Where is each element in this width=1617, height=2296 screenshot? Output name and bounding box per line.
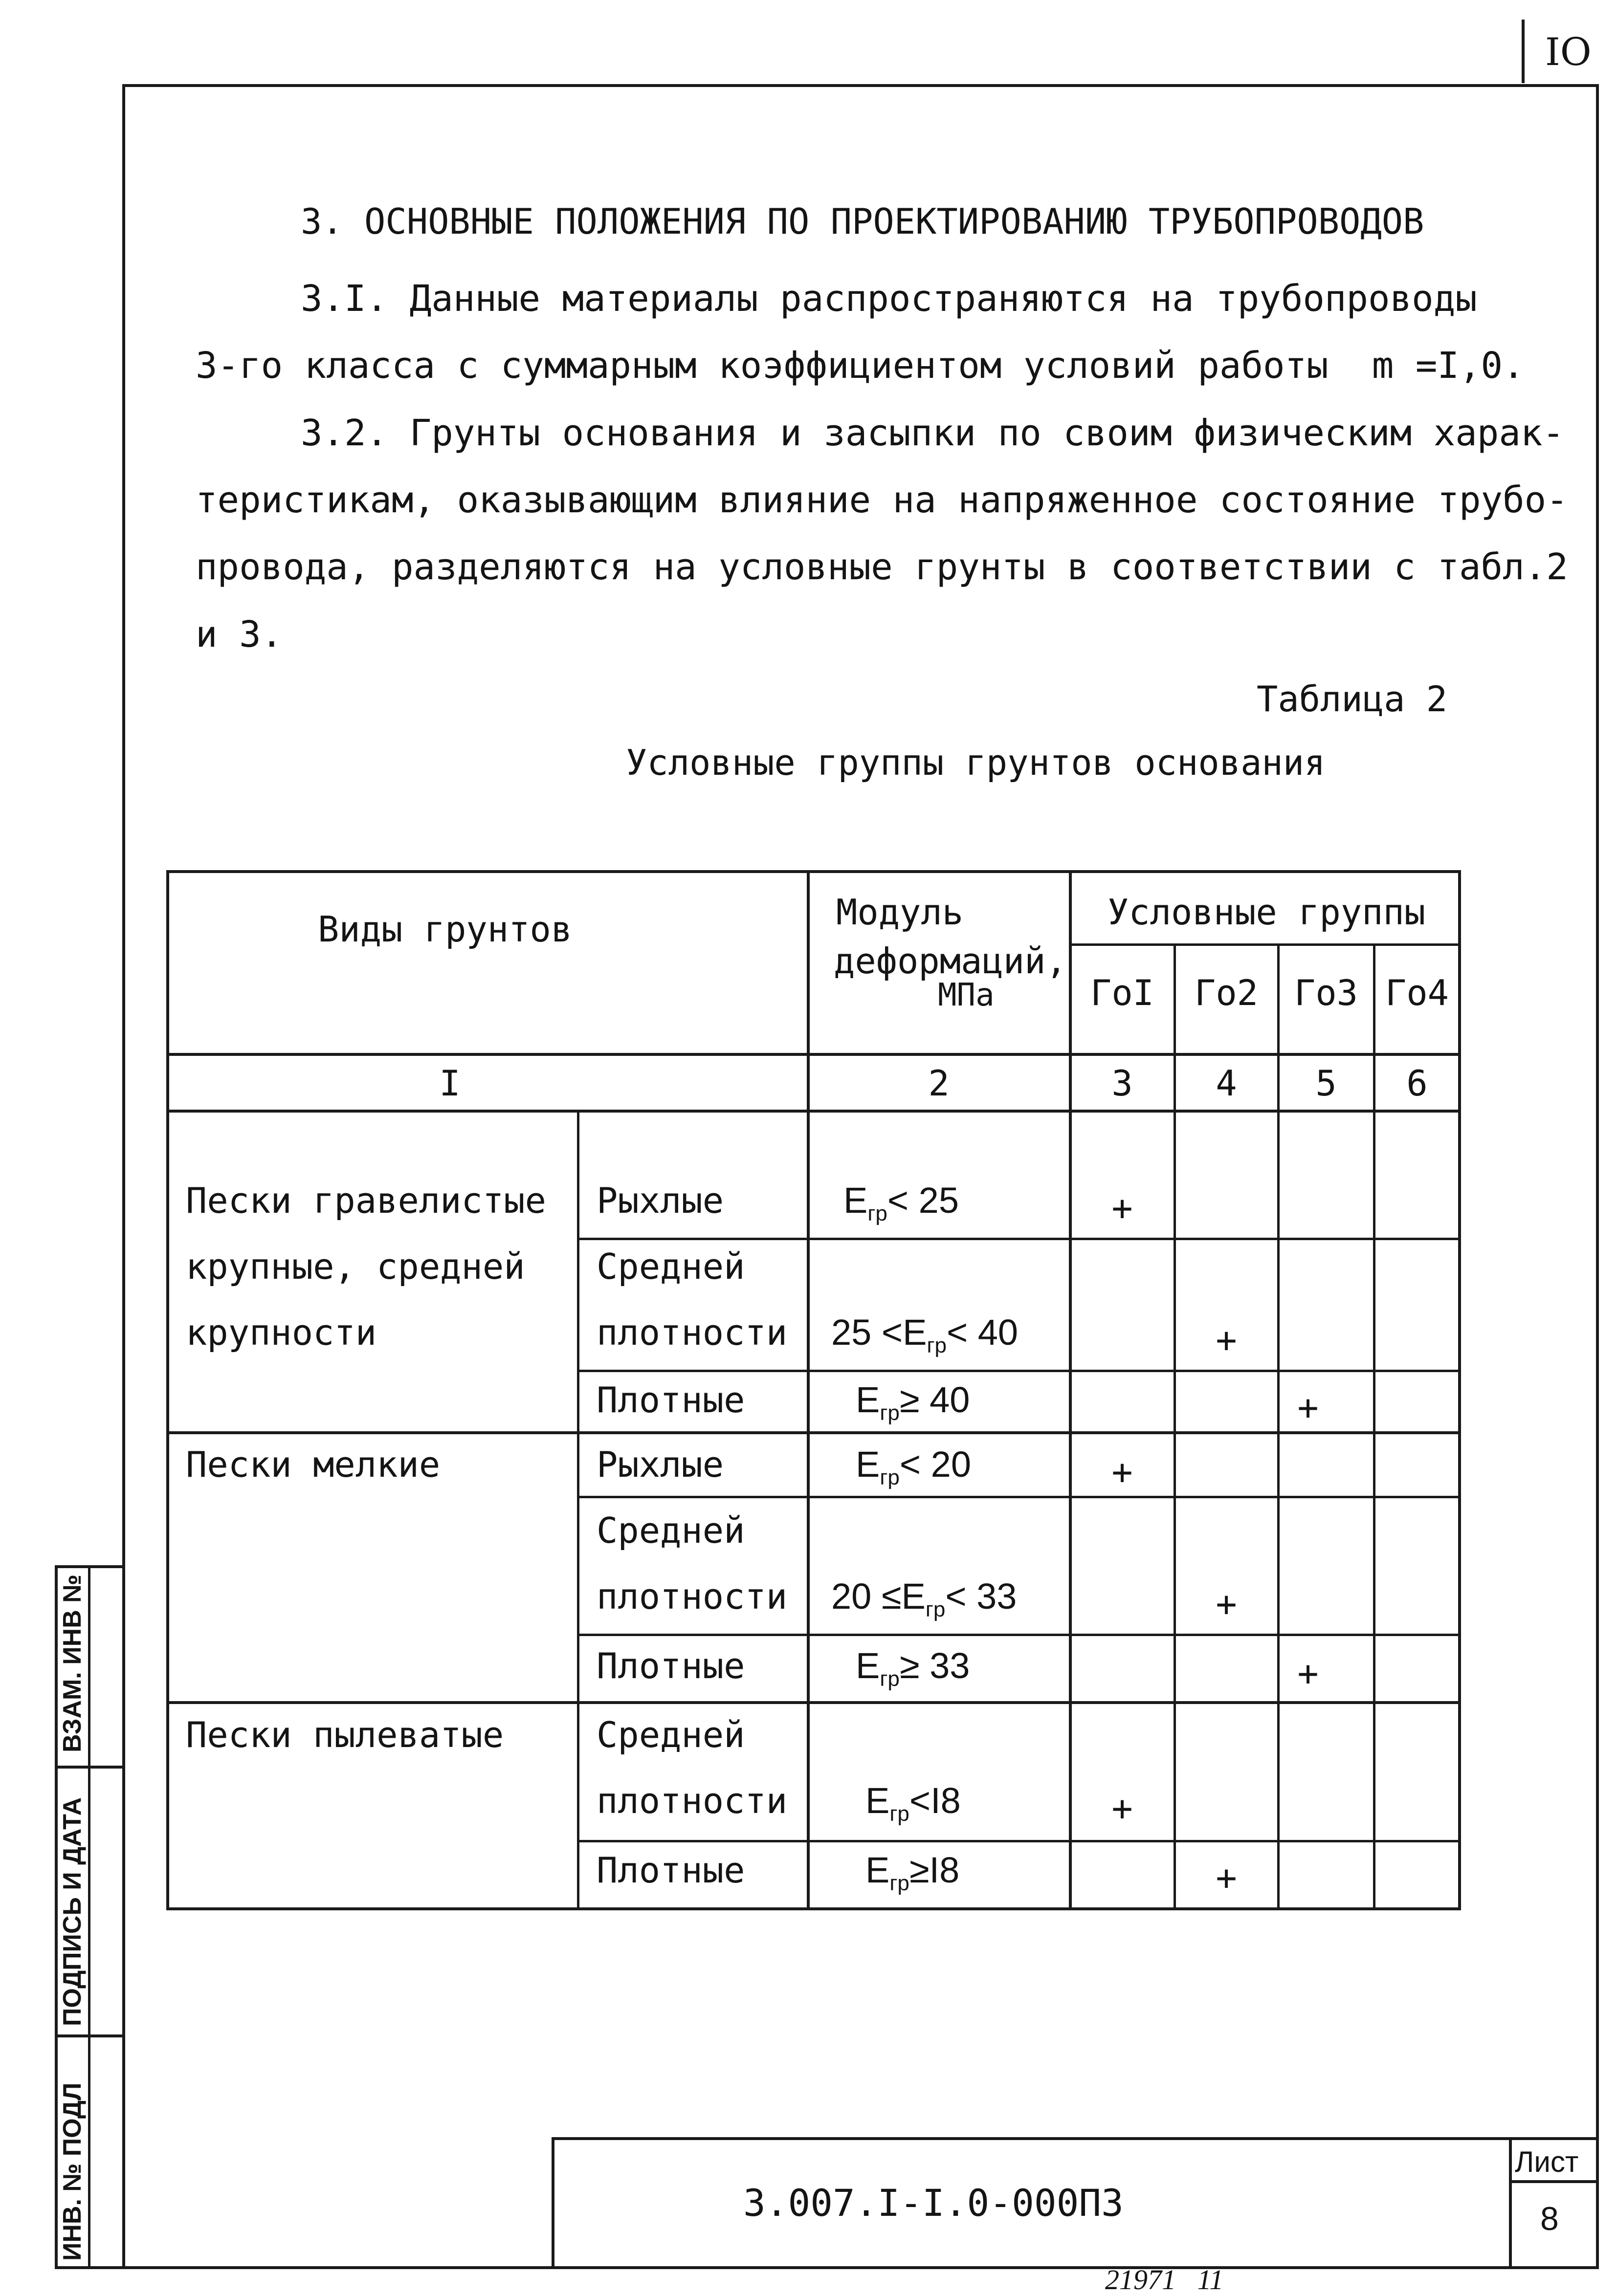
density-row6: Плотные	[597, 1645, 745, 1686]
header-group-4: Го4	[1385, 972, 1449, 1013]
header-conditional-groups: Условные группы	[1108, 892, 1426, 933]
frame-top	[122, 84, 1599, 87]
paragraph-line-4: теристикам, оказывающим влияние на напряженное состояние трубо-	[196, 479, 1568, 521]
header-group-2: Го2	[1194, 972, 1259, 1013]
mark-row7: +	[1111, 1788, 1133, 1829]
sheet-label: Лист	[1515, 2145, 1579, 2178]
paragraph-line-1: 3.I. Данные материалы распространяются на трубопроводы	[301, 278, 1477, 320]
col-number-1: I	[439, 1063, 461, 1104]
stamp-label-original-inventory: ИНВ. № ПОДЛ	[58, 2082, 87, 2261]
mark-row8: +	[1216, 1857, 1237, 1898]
density-row7-line2: плотности	[597, 1780, 788, 1821]
table-label: Таблица 2	[1257, 678, 1448, 720]
mark-row2: +	[1216, 1319, 1237, 1360]
col-number-6: 6	[1406, 1063, 1428, 1104]
col-number-3: 3	[1111, 1063, 1133, 1104]
density-row5-line2: плотности	[597, 1576, 788, 1617]
header-modulus-line3: МПа	[938, 977, 995, 1013]
modulus-row4: $E_{гр}< 20$	[856, 1444, 971, 1489]
paragraph-line-3: 3.2. Грунты основания и засыпки по своим физическим харак-	[301, 412, 1565, 454]
document-code: 3.007.I-I.0-000ПЗ	[743, 2181, 1124, 2225]
mark-row4: +	[1111, 1451, 1133, 1492]
soil-groups-table	[166, 870, 1461, 1910]
mark-row3: +	[1297, 1387, 1319, 1428]
page-number: IO	[1545, 30, 1592, 74]
modulus-row8: $E_{гр}\ge I8$	[865, 1850, 960, 1895]
handwritten-number: 21971 11	[1105, 2264, 1224, 2296]
table-title: Условные группы грунтов основания	[626, 742, 1326, 783]
col-number-5: 5	[1315, 1063, 1337, 1104]
sheet-number: 8	[1540, 2200, 1559, 2237]
col-number-4: 4	[1216, 1063, 1237, 1104]
header-modulus-line1: Модуль	[836, 892, 964, 933]
frame-bottom	[55, 2266, 1599, 2269]
modulus-row7: $E_{гр}<I8$	[865, 1780, 961, 1826]
soil-type-fine: Пески мелкие	[186, 1444, 441, 1485]
density-row1: Рыхлые	[597, 1180, 724, 1221]
density-row2-line2: плотности	[597, 1312, 788, 1353]
header-group-1: ГоI	[1090, 972, 1154, 1013]
density-row7-line1: Средней	[597, 1714, 745, 1755]
header-soil-types: Виды грунтов	[318, 909, 573, 950]
stamp-label-replaced-inventory: ВЗАМ. ИНВ №	[58, 1574, 87, 1752]
soil-type-silty: Пески пылеватые	[186, 1714, 504, 1755]
section-heading: 3. ОСНОВНЫЕ ПОЛОЖЕНИЯ ПО ПРОЕКТИРОВАНИЮ ТРУБОПРОВОДОВ	[301, 201, 1424, 242]
paragraph-line-6: и 3.	[196, 613, 283, 656]
density-row3: Плотные	[597, 1379, 745, 1421]
frame-left	[122, 84, 125, 2269]
stamp-label-signature-date: ПОДПИСЬ И ДАТА	[58, 1797, 87, 2026]
header-group-3: Го3	[1294, 972, 1358, 1013]
soil-type-gravel-line1: Пески гравелистые	[186, 1180, 546, 1221]
soil-type-gravel-line3: крупности	[186, 1312, 377, 1353]
header-modulus-line2: деформаций,	[834, 940, 1067, 982]
density-row8: Плотные	[597, 1850, 745, 1891]
paragraph-line-5: провода, разделяются на условные грунты в соответствии с табл.2	[196, 546, 1568, 588]
col-number-2: 2	[928, 1063, 950, 1104]
modulus-row5: $20 \le E_{гр}< 33$	[831, 1576, 1017, 1621]
modulus-row6: $E_{гр}\ge 33$	[856, 1645, 970, 1691]
soil-type-gravel-line2: крупные, средней	[186, 1246, 525, 1287]
mark-row6: +	[1297, 1653, 1319, 1694]
density-row2-line1: Средней	[597, 1246, 745, 1287]
paragraph-line-2: 3-го класса с суммарным коэффициентом условий работы m =I,0.	[196, 345, 1525, 387]
mark-row1: +	[1111, 1187, 1133, 1228]
density-row4: Рыхлые	[597, 1444, 724, 1485]
density-row5-line1: Средней	[597, 1510, 745, 1551]
modulus-row3: $E_{гр}\ge 40$	[856, 1379, 970, 1425]
mark-row5: +	[1216, 1583, 1237, 1624]
modulus-row1: $E_{гр}< 25$	[843, 1180, 959, 1225]
modulus-row2: $25 <E_{гр}< 40$	[831, 1312, 1019, 1357]
